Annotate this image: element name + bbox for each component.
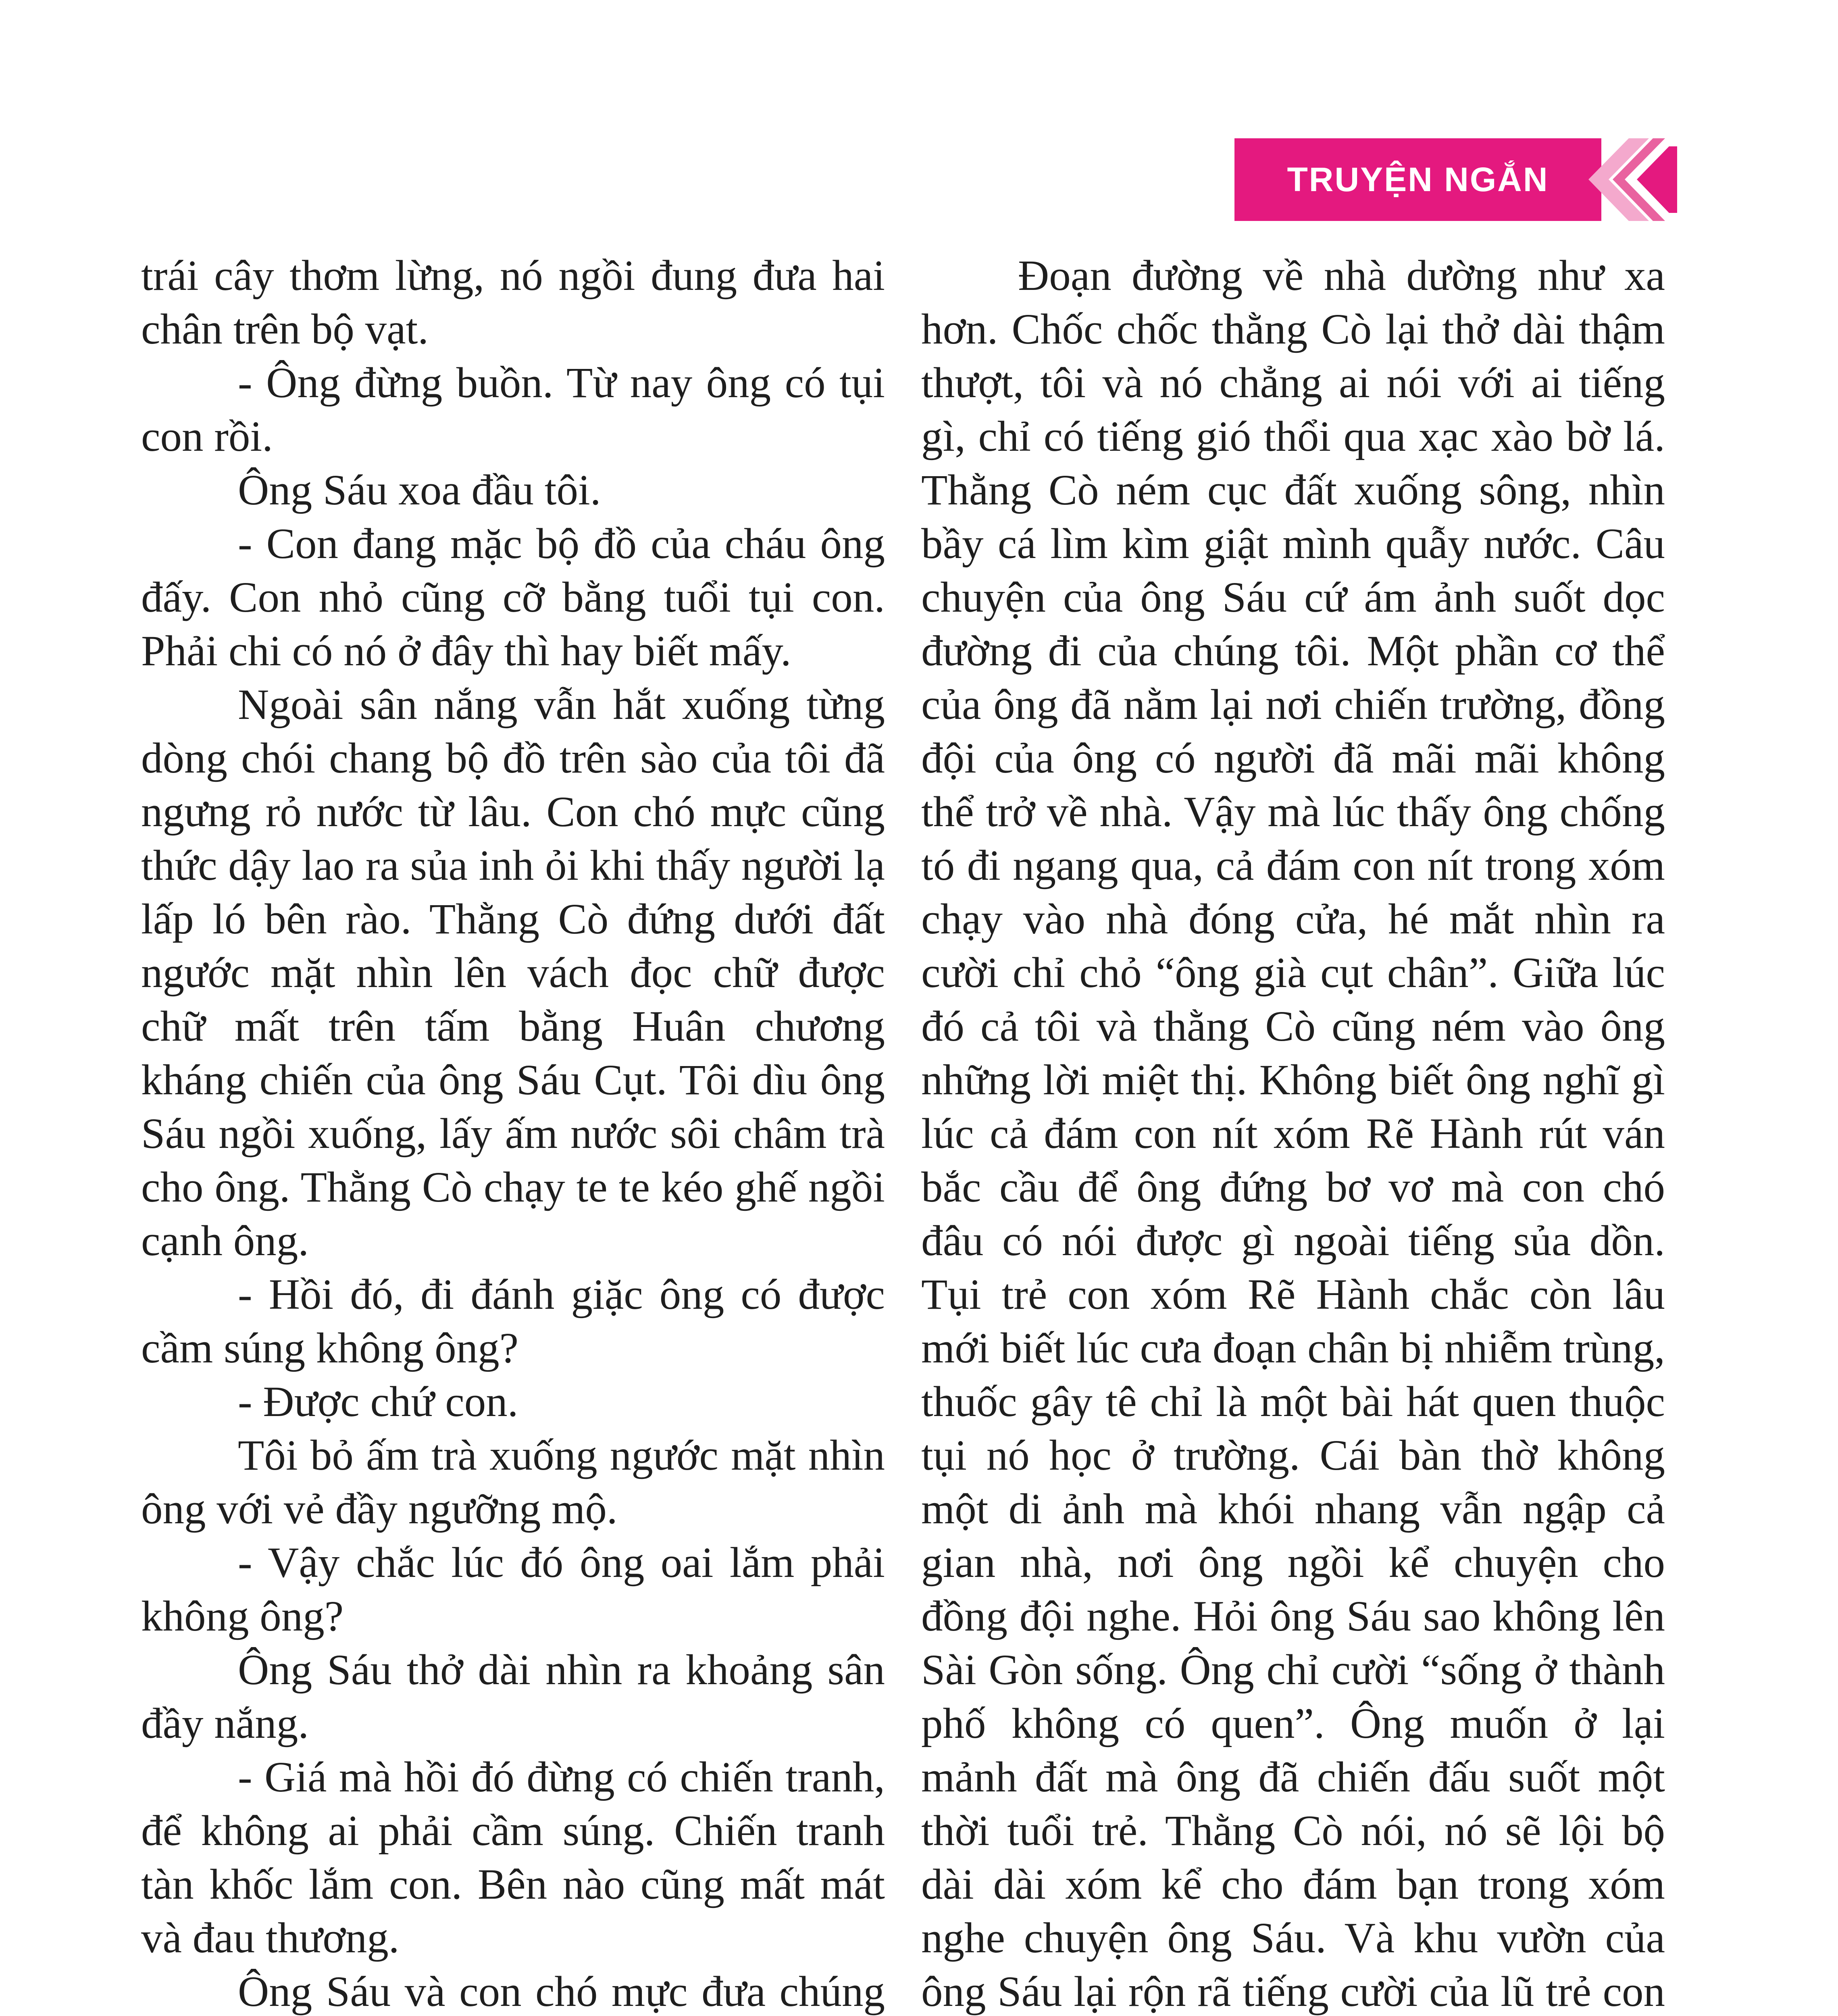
- paragraph: - Hồi đó, đi đánh giặc ông có được cầm súng không ông?: [141, 1271, 885, 1372]
- paragraph: Đoạn đường về nhà dường như xa hơn. Chốc chốc thằng Cò lại thở dài thậm thượt, tôi và nó chẳng ai nói với ai tiếng gì, chỉ có tiếng gió thổi qua xạc xào bờ lá. Thằng Cò ném cục đất xuống sông, nhìn bầy cá lìm kìm giật mình quẫy nước. Câu chuyện của ông Sáu cứ ám ảnh suốt dọc đường đi của chúng tôi. Một phần cơ thể của ông đã nằm lại nơi chiến trường, đồng đội của ông có người đã mãi mãi không thể trở về nhà. Vậy mà lúc thấy ông chống tó đi ngang qua, cả đám con nít trong xóm chạy vào nhà đóng cửa, hé mắt nhìn ra cười chỉ chỏ “ông già cụt chân”. Giữa lúc đó cả tôi và thằng Cò cũng ném vào ông những lời miệt thị. Không biết ông nghĩ gì lúc cả đám con nít xóm Rẽ Hành rút ván bắc cầu để ông đứng bơ vơ mà con chó đâu có nói được gì ngoài tiếng sủa dồn. Tụi trẻ con xóm Rẽ Hành chắc còn lâu mới biết lúc cưa đoạn chân bị nhiễm trùng, thuốc gây tê chỉ là một bài hát quen thuộc tụi nó học ở trường. Cái bàn thờ không một di ảnh mà khói nhang vẫn ngập cả gian nhà, nơi ông ngồi kể chuyện cho đồng đội nghe. Hỏi ông Sáu sao không lên Sài Gòn sống. Ông chỉ cười “sống ở thành phố không có quen”. Ông muốn ở lại mảnh đất mà ông đã chiến đấu suốt một thời tuổi trẻ. Thằng Cò nói, nó sẽ lội bộ dài dài xóm kể cho đám bạn trong xóm nghe chuyện ông Sáu. Và khu vườn của ông Sáu lại rộn rã tiếng cười của lũ trẻ con: [921, 252, 1665, 2016]
- paragraph: - Giá mà hồi đó đừng có chiến tranh, để không ai phải cầm súng. Chiến tranh tàn khốc lắm con. Bên nào cũng mất mát và đau thương.: [141, 1754, 885, 1962]
- paragraph: - Ông đừng buồn. Từ nay ông có tụi con rồi.: [141, 359, 885, 460]
- section-label: TRUYỆN NGẮN: [1287, 160, 1549, 198]
- paragraph: - Con đang mặc bộ đồ của cháu ông đấy. Con nhỏ cũng cỡ bằng tuổi tụi con. Phải chi có nó ở đây thì hay biết mấy.: [141, 520, 885, 675]
- paragraph: - Được chứ con.: [238, 1378, 518, 1426]
- paragraph: Ngoài sân nắng vẫn hắt xuống từng dòng chói chang bộ đồ trên sào của tôi đã ngưng rỏ nước từ lâu. Con chó mực cũng thức dậy lao ra sủa inh ỏi khi thấy người lạ lấp ló bên rào. Thằng Cò đứng dưới đất ngước mặt nhìn lên vách đọc chữ được chữ mất trên tấm bằng Huân chương kháng chiến của ông Sáu Cụt. Tôi dìu ông Sáu ngồi xuống, lấy ấm nước sôi châm trà cho ông. Thằng Cò chạy te te kéo ghế ngồi cạnh ông.: [141, 681, 885, 1265]
- paragraph: Ông Sáu và con chó mực đưa chúng: [238, 1968, 885, 2016]
- chevron-decoration-icon: [1584, 138, 1677, 221]
- paragraph: Ông Sáu xoa đầu tôi.: [238, 467, 601, 514]
- right-column: [921, 249, 1665, 2016]
- paragraph: trái cây thơm lừng, nó ngồi đung đưa hai chân trên bộ vạt.: [141, 252, 885, 353]
- section-tag: [1234, 138, 1601, 221]
- paragraph: Tôi bỏ ấm trà xuống ngước mặt nhìn ông với vẻ đầy ngưỡng mộ.: [141, 1432, 885, 1533]
- left-column: [141, 249, 885, 2016]
- paragraph: Ông Sáu thở dài nhìn ra khoảng sân đầy nắng.: [141, 1646, 885, 1747]
- paragraph: - Vậy chắc lúc đó ông oai lắm phải không ông?: [141, 1539, 885, 1640]
